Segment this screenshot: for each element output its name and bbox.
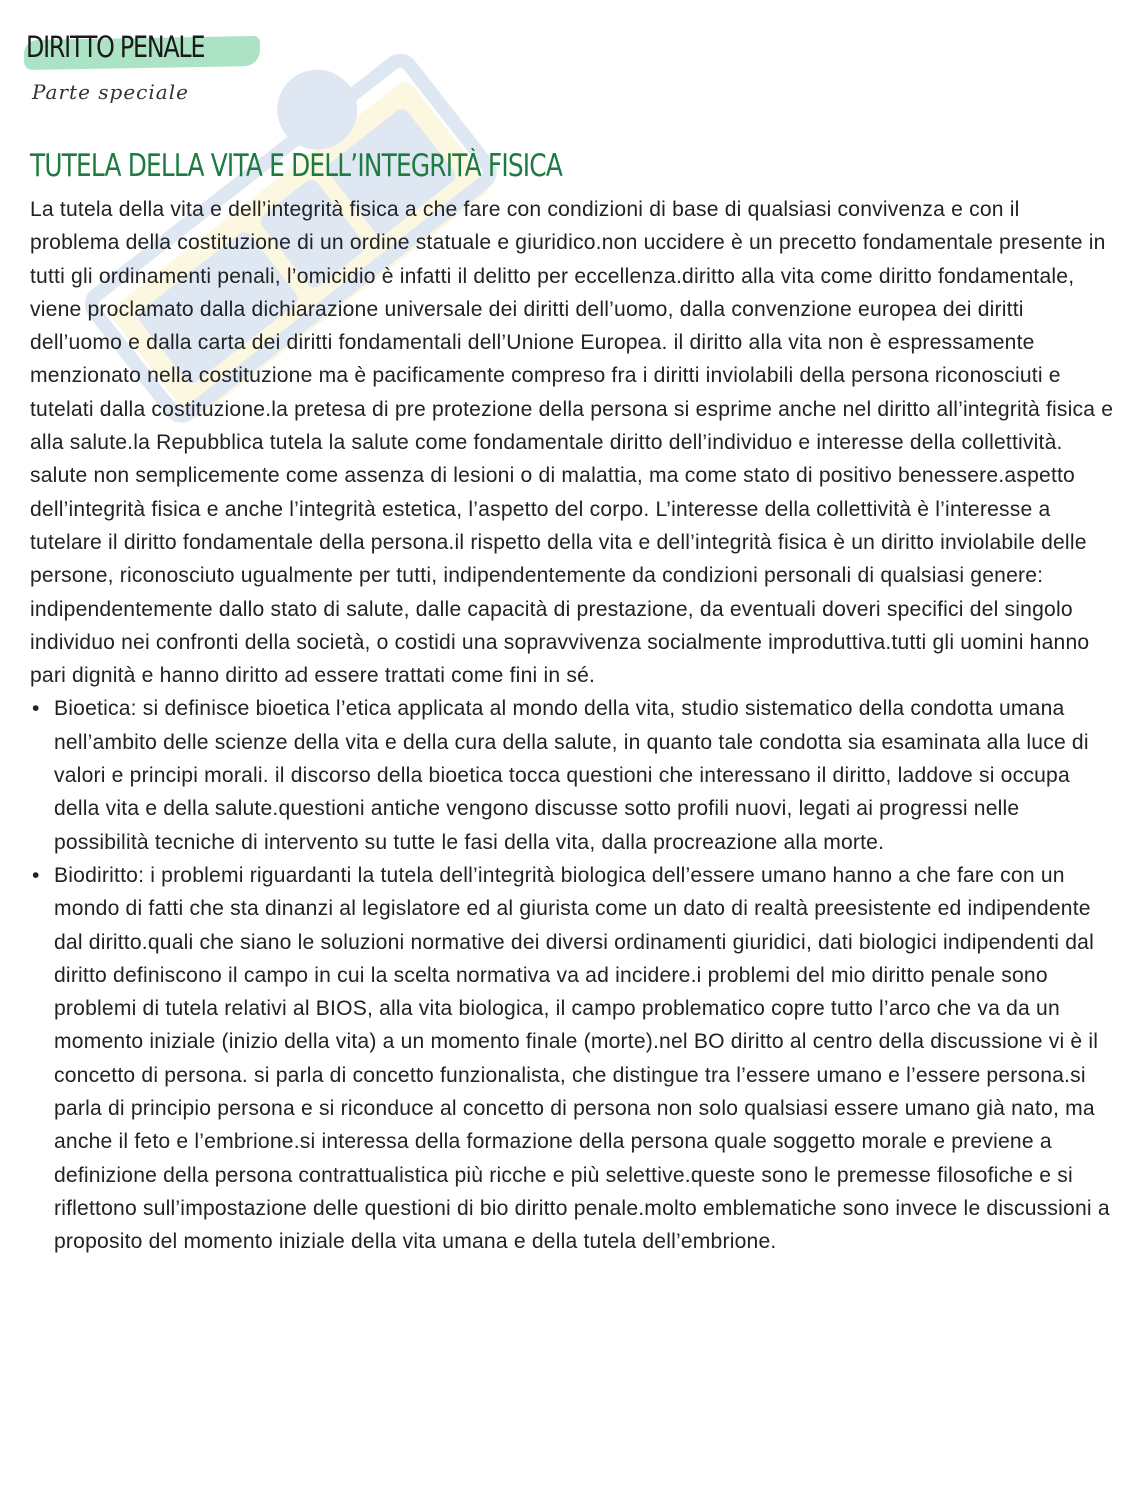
document-subtitle: Parte speciale — [32, 80, 189, 104]
section-body — [30, 193, 1115, 1259]
list-item-bioetica — [30, 692, 1115, 858]
document-title: DIRITTO PENALE — [26, 30, 205, 64]
header-title-block — [26, 30, 243, 64]
section-heading: TUTELA DELLA VITA E DELL’INTEGRITÀ FISICA — [30, 148, 562, 184]
intro-paragraph: La tutela della vita e dell’integrità fisica a che fare con condizioni di base di qualsiasi convivenza e con il problema della costituzione di un ordine statuale e giuridico.non uccidere è un precetto fondamentale presente in tutti gli ordinamenti penali, l’omicidio è infatti il delitto per eccellenza.diritto alla vita come diritto fondamentale, viene proclamato dalla dichiarazione universale dei diritti dell’uomo, dalla convenzione europea dei diritti dell’uomo e dalla carta dei diritti fondamentali dell’Unione Europea. il diritto alla vita non è espressamente menzionato nella costituzione ma è pacificamente compreso fra i diritti inviolabili della persona riconosciuti e tutelati dalla costituzione.la pretesa di pre protezione della persona si esprime anche nel diritto all’integrità fisica e alla salute.la Repubblica tutela la salute come fondamentale diritto dell’individuo e interesse della collettività. salute non semplicemente come assenza di lesioni o di malattia, ma come stato di positivo benessere.aspetto dell’integrità fisica e anche l’integrità estetica, l’aspetto del corpo. L’interesse della collettività è l’interesse a tutelare il diritto fondamentale della persona.il rispetto della vita e dell’integrità fisica è un diritto inviolabile delle persone, riconosciuto ugualmente per tutti, indipendentemente da condizioni personali di qualsiasi genere: indipendentemente dallo stato di salute, dalle capacità di prestazione, da eventuali doveri specifici del singolo individuo nei confronti della società, o costidi una sopravvivenza socialmente improduttiva.tutti gli uomini hanno pari dignità e hanno diritto ad essere trattati come fini in sé. — [30, 198, 1114, 688]
bullet-text: Biodiritto: i problemi riguardanti la tutela dell’integrità biologica dell’essere umano hanno a che fare con un mondo di fatti che sta dinanzi al legislatore ed al giurista come un dato di realtà preesistente ed indipendente dal diritto.quali che siano le soluzioni normative dei diversi ordinamenti giuridici, dati biologici indipendenti dal diritto definiscono il campo in cui la scelta normativa va ad incidere.i problemi del mio diritto penale sono problemi di tutela relativi al BIOS, alla vita biologica, il campo problematico copre tutto l’arco che va da un momento iniziale (inizio della vita) a un momento finale (morte).nel BO diritto al centro della discussione vi è il concetto di persona. si parla di concetto funzionalista, che distingue tra l’essere umano e l’essere persona.si parla di principio persona e si riconduce al concetto di persona non solo qualsiasi essere umano già nato, ma anche il feto e l’embrione.si interessa della formazione della persona quale soggetto morale e previene a definizione della persona contrattualistica più ricche e più selettive.queste sono le premesse filosofiche e si riflettono sull’impostazione delle questioni di bio diritto penale.molto emblematiche sono invece le discussioni a proposito del momento iniziale della vita umana e della tutela dell’embrione. — [54, 863, 1110, 1254]
bullet-text: Bioetica: si definisce bioetica l’etica applicata al mondo della vita, studio sistematico della condotta umana nell’ambito delle scienze della vita e della cura della salute, in quanto tale condotta sia esaminata alla luce di valori e principi morali. il discorso della bioetica tocca questioni che interessano il diritto, laddove si occupa della vita e della salute.questioni antiche vengono discusse sotto profili nuovi, legati ai progressi nelle possibilità tecniche di intervento su tutte le fasi della vita, dalla procreazione alla morte. — [54, 697, 1089, 854]
bullet-icon: • — [32, 697, 40, 721]
list-item-biodiritto — [30, 859, 1115, 1259]
bullet-list — [30, 692, 1115, 1258]
bullet-icon: • — [32, 863, 40, 887]
